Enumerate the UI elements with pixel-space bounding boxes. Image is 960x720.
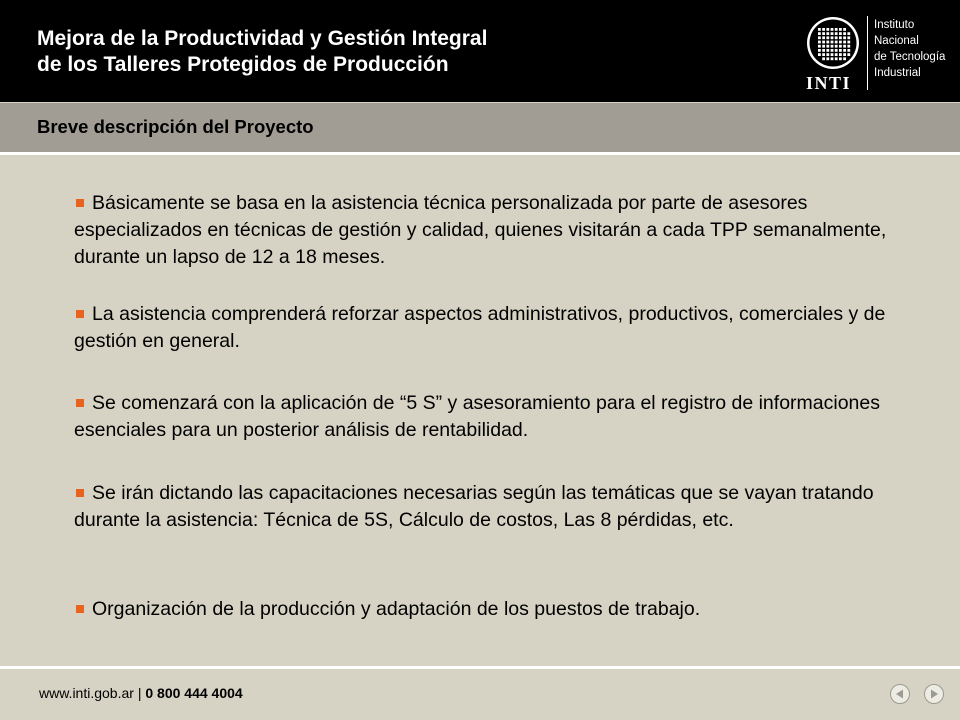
logo-institution-name [874, 17, 945, 81]
footer-website: www.inti.gob.ar [39, 685, 134, 701]
inti-grid-logo-icon [806, 16, 860, 70]
logo-divider [867, 16, 868, 90]
bullet-item [74, 301, 894, 355]
logo-line-2: Nacional [874, 35, 919, 47]
top-divider [0, 152, 960, 155]
logo-wordmark: INTI [806, 73, 852, 93]
previous-slide-button[interactable] [890, 684, 910, 704]
bullet-text: Básicamente se basa en la asistencia técnica personalizada por parte de asesores especializados en técnicas de gestión y calidad, quienes visitarán a cada TPP semanalmente, durante un lapso de 12 a 18 meses. [74, 192, 887, 268]
bullet-text: La asistencia comprenderá reforzar aspectos administrativos, productivos, comerciales y de gestión en general. [74, 303, 886, 352]
page-title [37, 26, 487, 78]
bullet-text: Se comenzará con la aplicación de “5 S” y asesoramiento para el registro de informaciones esenciales para un posterior análisis de rentabilidad. [74, 392, 880, 441]
bullet-marker-icon [76, 399, 84, 407]
title-line-1: Mejora de la Productividad y Gestión Integral [37, 27, 488, 50]
bullet-marker-icon [76, 489, 84, 497]
bullet-text: Se irán dictando las capacitaciones necesarias según las temáticas que se vayan tratando durante la asistencia: Técnica de 5S, Cálculo de costos, Las 8 pérdidas, etc. [74, 482, 874, 531]
title-line-2: de los Talleres Protegidos de Producción [37, 53, 449, 76]
previous-slide-icon [891, 685, 909, 703]
next-slide-button[interactable] [924, 684, 944, 704]
logo-line-1: Instituto [874, 19, 915, 31]
bullet-marker-icon [76, 310, 84, 318]
bullet-item [74, 596, 894, 623]
bullet-item [74, 390, 894, 444]
bullet-text: Organización de la producción y adaptación de los puestos de trabajo. [92, 598, 701, 620]
footer-separator: | [137, 685, 142, 701]
footer-phone: 0 800 444 4004 [145, 685, 243, 701]
logo-line-4: Industrial [874, 67, 921, 79]
inti-logo [806, 16, 956, 92]
bullet-marker-icon [76, 199, 84, 207]
bullet-item [74, 190, 894, 271]
header-bar [0, 0, 960, 102]
section-title: Breve descripción del Proyecto [37, 116, 314, 137]
bullet-item [74, 480, 894, 534]
footer-contact [39, 684, 243, 702]
logo-line-3: de Tecnología [874, 51, 946, 63]
bullet-marker-icon [76, 605, 84, 613]
next-slide-icon [925, 685, 943, 703]
